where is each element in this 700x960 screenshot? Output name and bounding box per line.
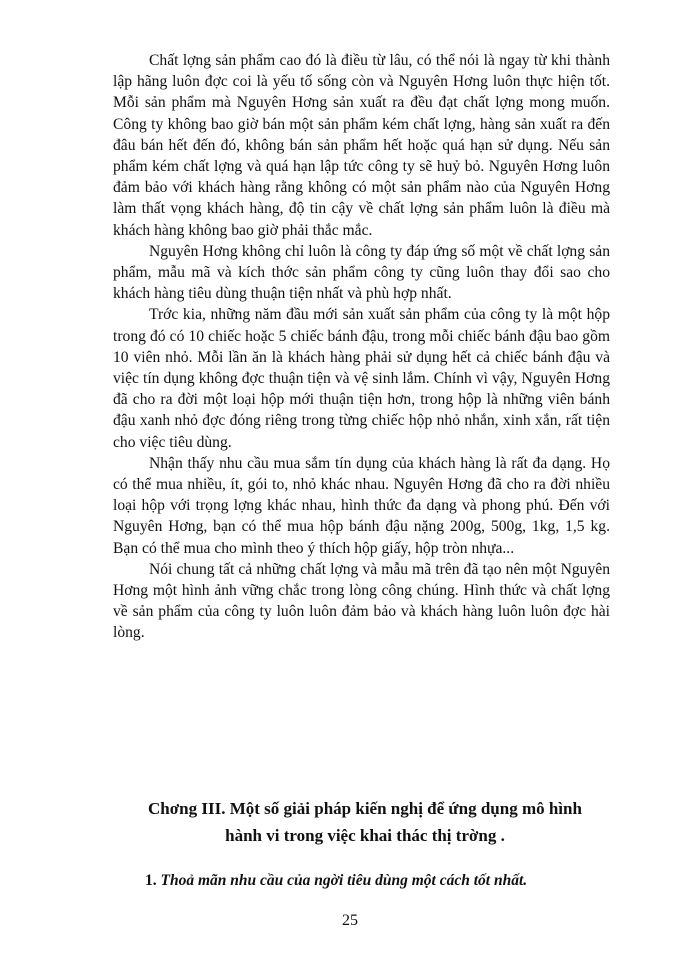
- paragraph-conclusion: Nói chung tất cả những chất lợng và mẫu mã trên đã tạo nên một Nguyên Hơng một hình ảnh vững chắc trong lòng công chúng. Hình thức và chất lợng về sản phẩm của công ty luôn luôn đảm bảo và khách hàng luôn luôn đợc hài lòng.: [113, 560, 610, 642]
- section-number: 1.: [145, 872, 161, 889]
- paragraph-quality: Chất lợng sản phẩm cao đó là điều từ lâu, có thể nói là ngay từ khi thành lập hãng luôn đợc coi là yếu tố sống còn và Nguyên Hơng luôn thực hiện tốt. Mỗi sản phẩm mà Nguyên Hơng sản xuất ra đều đạt chất lợng mong muốn. Công ty không bao giờ bán một sản phẩm kém chất lợng, hàng sản xuất ra đến đâu bán hết đến đó, không bán sản phẩm hết hoặc quá hạn sử dụng. Nếu sản phẩm kém chất lợng và quá hạn lập tức công ty sẽ huỷ bỏ. Nguyên Hơng luôn đảm bảo với khách hàng rằng không có một sản phẩm nào của Nguyên Hơng làm thất vọng khách hàng, độ tin cậy về chất lợng sản phẩm luôn là điều mà khách hàng không bao giờ phải thắc mắc.: [113, 52, 610, 239]
- chapter-heading: [100, 795, 630, 849]
- section-title: Thoả mãn nhu cầu của ngời tiêu dùng một cách tốt nhất.: [160, 872, 528, 889]
- chapter-heading-line-1: Chơng III. Một số giải pháp kiến nghị để ứng dụng mô hình: [148, 799, 582, 818]
- section-heading: [145, 871, 615, 891]
- chapter-heading-line-2: hành vi trong việc khai thác thị trờng .: [225, 826, 505, 845]
- paragraph-design: Nguyên Hơng không chỉ luôn là công ty đáp ứng số một về chất lợng sản phẩm, mẫu mã và kích thớc sản phẩm công ty cũng luôn thay đổi sao cho khách hàng tiêu dùng thuận tiện nhất và phù hợp nhất.: [113, 242, 610, 303]
- page-number: 25: [342, 912, 358, 929]
- paragraph-packaging: Trớc kia, những năm đầu mới sản xuất sản phẩm của công ty là một hộp trong đó có 10 chiếc hoặc 5 chiếc bánh đậu, trong mỗi chiếc bánh đậu bao gồm 10 viên nhỏ. Mỗi lần ăn là khách hàng phải sử dụng hết cả chiếc bánh đậu và việc tín dụng không đợc thuận tiện và vệ sinh lắm. Chính vì vậy, Nguyên Hơng đã cho ra đời một loại hộp mới thuận tiện hơn, trong hộp là những viên bánh đậu xanh nhỏ đợc đóng riêng trong từng chiếc hộp nhỏ nhắn, xinh xắn, rất tiện cho việc tiêu dùng.: [113, 306, 610, 451]
- paragraph-variety: Nhận thấy nhu cầu mua sắm tín dụng của khách hàng là rất đa dạng. Họ có thể mua nhiều, ít, gói to, nhỏ khác nhau. Nguyên Hơng đã cho ra đời nhiều loại hộp với trọng lợng khác nhau, hình thức đa dạng và phong phú. Đến với Nguyên Hơng, bạn có thể mua hộp bánh đậu nặng 200g, 500g, 1kg, 1,5 kg. Bạn có thể mua cho mình theo ý thích hộp giấy, hộp tròn nhựa...: [113, 454, 610, 557]
- body-text: [113, 50, 610, 644]
